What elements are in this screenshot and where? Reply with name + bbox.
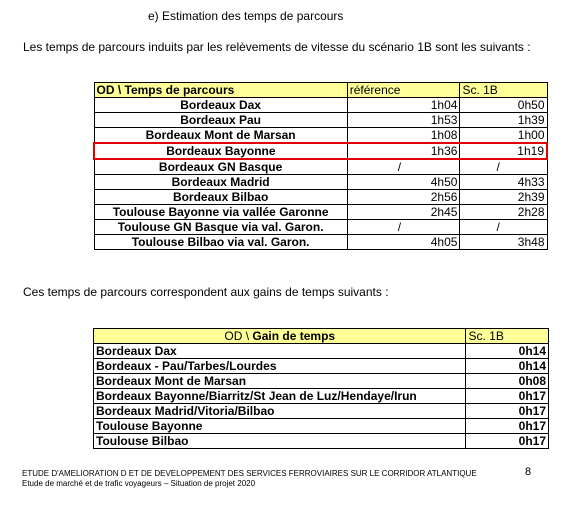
gain-cell: 0h14	[466, 344, 549, 359]
table-row	[94, 235, 547, 250]
scenario-cell: 3h48	[460, 235, 547, 250]
od-cell: Bordeaux GN Basque	[94, 159, 347, 175]
gain-cell: 0h14	[466, 359, 549, 374]
table-row	[94, 143, 547, 159]
table-header-row	[94, 83, 547, 98]
scenario-cell: 4h33	[460, 175, 547, 190]
header-od	[94, 329, 466, 344]
reference-cell: 2h56	[347, 190, 460, 205]
reference-cell: 4h50	[347, 175, 460, 190]
table-row	[94, 359, 549, 374]
reference-cell: 2h45	[347, 205, 460, 220]
scenario-cell: 1h39	[460, 113, 547, 128]
table-row	[94, 434, 549, 449]
scenario-cell: 0h50	[460, 98, 547, 113]
od-cell: Bordeaux Madrid	[94, 175, 347, 190]
gains-intro-text: Ces temps de parcours correspondent aux gains de temps suivants :	[23, 285, 389, 299]
od-cell: Toulouse GN Basque via val. Garon.	[94, 220, 347, 235]
scenario-cell: /	[460, 159, 547, 175]
od-cell: Toulouse Bayonne via vallée Garonne	[94, 205, 347, 220]
reference-cell: 4h05	[347, 235, 460, 250]
table-row	[94, 175, 547, 190]
time-gain-table	[93, 328, 549, 449]
table-row	[94, 190, 547, 205]
page-number: 8	[525, 466, 532, 478]
od-cell: Bordeaux Mont de Marsan	[94, 374, 466, 389]
gain-cell: 0h17	[466, 419, 549, 434]
table-row	[94, 404, 549, 419]
travel-time-table	[93, 82, 548, 250]
od-cell: Bordeaux Dax	[94, 98, 347, 113]
reference-cell: 1h36	[347, 143, 460, 159]
od-cell: Toulouse Bilbao	[94, 434, 466, 449]
od-cell: Bordeaux Madrid/Vitoria/Bilbao	[94, 404, 466, 419]
od-cell: Toulouse Bayonne	[94, 419, 466, 434]
od-cell: Bordeaux Bilbao	[94, 190, 347, 205]
od-cell: Bordeaux Pau	[94, 113, 347, 128]
scenario-cell: /	[460, 220, 547, 235]
od-cell: Bordeaux Bayonne	[94, 143, 347, 159]
header-reference: référence	[347, 83, 460, 98]
od-cell: Toulouse Bilbao via val. Garon.	[94, 235, 347, 250]
reference-cell: 1h04	[347, 98, 460, 113]
table-row	[94, 374, 549, 389]
header-od	[94, 83, 347, 98]
table-row	[94, 98, 547, 113]
header-scenario: Sc. 1B	[460, 83, 547, 98]
header-od-title: Temps de parcours	[124, 83, 235, 97]
od-cell: Bordeaux Dax	[94, 344, 466, 359]
table-row	[94, 205, 547, 220]
od-cell: Bordeaux Bayonne/Biarritz/St Jean de Luz/Hendaye/Irun	[94, 389, 466, 404]
od-cell: Bordeaux - Pau/Tarbes/Lourdes	[94, 359, 466, 374]
table-row	[94, 159, 547, 175]
scenario-cell: 2h39	[460, 190, 547, 205]
table-row	[94, 419, 549, 434]
reference-cell: 1h53	[347, 113, 460, 128]
gain-cell: 0h08	[466, 374, 549, 389]
header-scenario: Sc. 1B	[466, 329, 549, 344]
table-row	[94, 389, 549, 404]
footer-subtitle: Etude de marché et de trafic voyageurs – Situation de projet 2020	[22, 479, 256, 488]
intro-text: Les temps de parcours induits par les relèvements de vitesse du scénario 1B sont les suivants :	[23, 40, 531, 54]
gain-cell: 0h17	[466, 434, 549, 449]
reference-cell: /	[347, 159, 460, 175]
gain-cell: 0h17	[466, 404, 549, 419]
table-row	[94, 220, 547, 235]
scenario-cell: 2h28	[460, 205, 547, 220]
page-footer	[22, 469, 477, 489]
table-row	[94, 128, 547, 144]
section-heading: e) Estimation des temps de parcours	[148, 9, 344, 23]
gain-cell: 0h17	[466, 389, 549, 404]
table-row	[94, 344, 549, 359]
header-od-title: Gain de temps	[252, 329, 336, 343]
reference-cell: 1h08	[347, 128, 460, 144]
od-cell: Bordeaux Mont de Marsan	[94, 128, 347, 144]
table-row	[94, 113, 547, 128]
table-header-row	[94, 329, 549, 344]
reference-cell: /	[347, 220, 460, 235]
scenario-cell: 1h00	[460, 128, 547, 144]
scenario-cell: 1h19	[460, 143, 547, 159]
header-od-prefix: OD \	[224, 329, 253, 343]
header-od-prefix: OD \	[96, 83, 125, 97]
footer-title: ETUDE D'AMELIORATION D ET DE DEVELOPPEMENT DES SERVICES FERROVIAIRES SUR LE CORRIDOR ATLANTIQUE	[22, 469, 477, 478]
